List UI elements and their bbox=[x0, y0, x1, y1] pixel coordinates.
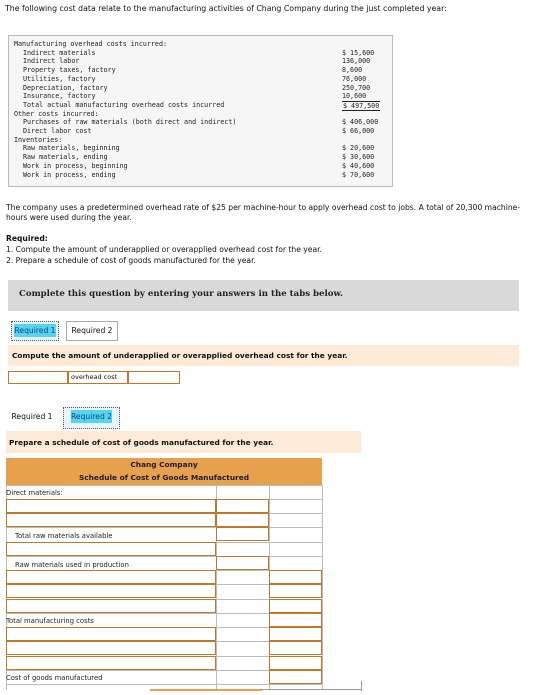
cost-data-value: $ 15,600 bbox=[342, 48, 375, 57]
cost-data-label: Purchases of raw materials (both direct and indirect) bbox=[23, 118, 237, 127]
tab-required-1[interactable] bbox=[11, 321, 59, 341]
tab2-required-2-label: Required 2 bbox=[70, 412, 113, 421]
schedule-total-input[interactable] bbox=[269, 656, 322, 670]
cost-data-value: $ 40,600 bbox=[342, 161, 375, 170]
schedule-total-input[interactable] bbox=[269, 599, 322, 613]
cost-data-row bbox=[9, 136, 392, 145]
schedule-label-input[interactable] bbox=[6, 499, 216, 513]
cost-data-label: Direct labor cost bbox=[23, 127, 92, 135]
label-cogm: Cost of goods manufactured bbox=[6, 674, 103, 682]
tab2-required-1[interactable] bbox=[8, 408, 56, 426]
cost-data-label: Indirect labor bbox=[23, 57, 80, 66]
cost-data-label: Utilities, factory bbox=[23, 74, 96, 83]
schedule-total-input[interactable] bbox=[269, 627, 322, 641]
cost-data-value: 10,600 bbox=[342, 92, 367, 101]
cost-data-label: Other costs incurred: bbox=[14, 109, 99, 118]
schedule-row-line bbox=[6, 527, 322, 528]
cost-data-value: $ 66,000 bbox=[342, 127, 375, 135]
cost-data-row bbox=[9, 110, 392, 119]
schedule-row-line bbox=[6, 485, 322, 486]
cost-data-row bbox=[9, 118, 392, 127]
schedule-label-input[interactable] bbox=[6, 656, 216, 670]
schedule-right-border bbox=[322, 485, 323, 690]
schedule-label-input[interactable] bbox=[6, 513, 216, 527]
schedule-label-input[interactable] bbox=[6, 570, 216, 584]
schedule-label-input[interactable] bbox=[6, 627, 216, 641]
intro-text: The following cost data relate to the manufacturing activities of Chang Company during the just completed year: bbox=[5, 4, 447, 13]
schedule-company: Chang Company bbox=[6, 458, 322, 471]
label-raw-used: Raw materials used in production bbox=[15, 561, 129, 569]
cost-data-value: $ 70,600 bbox=[342, 170, 375, 179]
cost-data-row bbox=[9, 162, 392, 171]
cogm-underline bbox=[150, 689, 262, 691]
required-heading: Required: bbox=[6, 234, 48, 243]
schedule-amount-input[interactable] bbox=[216, 513, 269, 527]
label-direct-materials: Direct materials: bbox=[6, 489, 63, 497]
cost-data-row bbox=[9, 101, 392, 110]
cost-data-row bbox=[9, 57, 392, 66]
schedule-total-input[interactable] bbox=[269, 584, 322, 598]
cost-data-label: Total actual manufacturing overhead costs incurred bbox=[23, 100, 225, 109]
cost-data-value: $ 406,000 bbox=[342, 118, 379, 127]
tab-required-1-label: Required 1 bbox=[14, 326, 56, 335]
req1-prompt-bar bbox=[8, 345, 519, 366]
cost-data-row bbox=[9, 40, 392, 49]
cost-data-value: $ 20,600 bbox=[342, 144, 375, 153]
req1-prompt: Compute the amount of underapplied or overapplied overhead cost for the year. bbox=[12, 351, 348, 360]
cost-data-label: Depreciation, factory bbox=[23, 83, 108, 92]
cost-data-value: $ 30,600 bbox=[342, 153, 375, 162]
cost-data-label: Work in process, ending bbox=[23, 170, 116, 179]
cost-data-row bbox=[9, 49, 392, 58]
schedule-label-input[interactable] bbox=[6, 542, 216, 556]
cost-data-label: Property taxes, factory bbox=[23, 66, 116, 75]
req2-prompt-bar bbox=[6, 431, 361, 453]
cost-data-label: Work in process, beginning bbox=[23, 161, 128, 170]
schedule-label-input[interactable] bbox=[6, 641, 216, 655]
schedule-total-input[interactable] bbox=[269, 670, 322, 684]
cost-data-label: Manufacturing overhead costs incurred: bbox=[14, 40, 167, 48]
cost-data-value: $ 497,500 bbox=[343, 101, 380, 110]
schedule-label-input[interactable] bbox=[6, 599, 216, 613]
req1-select-text: overhead cost bbox=[71, 373, 118, 381]
schedule-row-line bbox=[6, 556, 322, 557]
cost-data-label: Indirect materials bbox=[23, 48, 96, 57]
problem-paragraph: The company uses a predetermined overhead rate of $25 per machine-hour to apply overhead cost to jobs. A total of 20,300 machine-hours were used during the year. bbox=[6, 203, 521, 222]
schedule-label-input[interactable] bbox=[6, 584, 216, 598]
required-1-text: 1. Compute the amount of underapplied or overapplied overhead cost for the year. bbox=[6, 245, 322, 254]
tab2-required-2[interactable] bbox=[63, 407, 120, 429]
cost-data-label: Raw materials, beginning bbox=[23, 144, 120, 153]
cost-data-table bbox=[8, 35, 393, 187]
cost-data-label: Raw materials, ending bbox=[23, 153, 108, 162]
schedule-total-input[interactable] bbox=[269, 613, 322, 627]
tab2-required-1-label: Required 1 bbox=[11, 412, 53, 421]
cost-data-label: Insurance, factory bbox=[23, 92, 96, 101]
req1-overhead-select[interactable] bbox=[68, 371, 128, 384]
cost-data-row bbox=[9, 75, 392, 84]
label-total-raw-available: Total raw materials available bbox=[15, 532, 113, 540]
req2-prompt: Prepare a schedule of cost of goods manufactured for the year. bbox=[9, 438, 274, 447]
cost-data-row bbox=[9, 92, 392, 101]
schedule-title: Schedule of Cost of Goods Manufactured bbox=[6, 471, 322, 485]
schedule-row-line bbox=[6, 684, 322, 685]
schedule-amount-input[interactable] bbox=[216, 556, 269, 570]
cost-data-value: 76,000 bbox=[342, 74, 367, 83]
instruction-bar bbox=[8, 280, 519, 311]
schedule-amount-input[interactable] bbox=[216, 499, 269, 513]
cost-data-row bbox=[9, 66, 392, 75]
cost-data-value: 250,700 bbox=[342, 83, 371, 92]
tab-required-2[interactable] bbox=[66, 321, 118, 341]
cost-data-value: 136,000 bbox=[342, 57, 371, 66]
cost-data-row bbox=[9, 153, 392, 162]
schedule-amount-input[interactable] bbox=[216, 527, 269, 541]
schedule-total-input[interactable] bbox=[269, 570, 322, 584]
label-total-mfg-costs: Total manufacturing costs bbox=[6, 617, 94, 625]
cost-data-row bbox=[9, 144, 392, 153]
page-edge-mark bbox=[361, 681, 362, 691]
tab-required-2-label: Required 2 bbox=[71, 326, 113, 335]
req1-type-input[interactable] bbox=[128, 371, 180, 384]
cost-data-row bbox=[9, 171, 392, 180]
cost-data-value: 8,600 bbox=[342, 66, 363, 75]
cost-data-row bbox=[9, 84, 392, 93]
cogm-underline-right bbox=[262, 689, 362, 690]
cost-data-label: Inventories: bbox=[14, 135, 63, 144]
req1-amount-input[interactable] bbox=[8, 371, 68, 384]
instruction-text: Complete this question by entering your answers in the tabs below. bbox=[19, 289, 344, 299]
schedule-total-input[interactable] bbox=[269, 641, 322, 655]
required-2-text: 2. Prepare a schedule of cost of goods manufactured for the year. bbox=[6, 256, 256, 265]
cost-data-row bbox=[9, 127, 392, 136]
